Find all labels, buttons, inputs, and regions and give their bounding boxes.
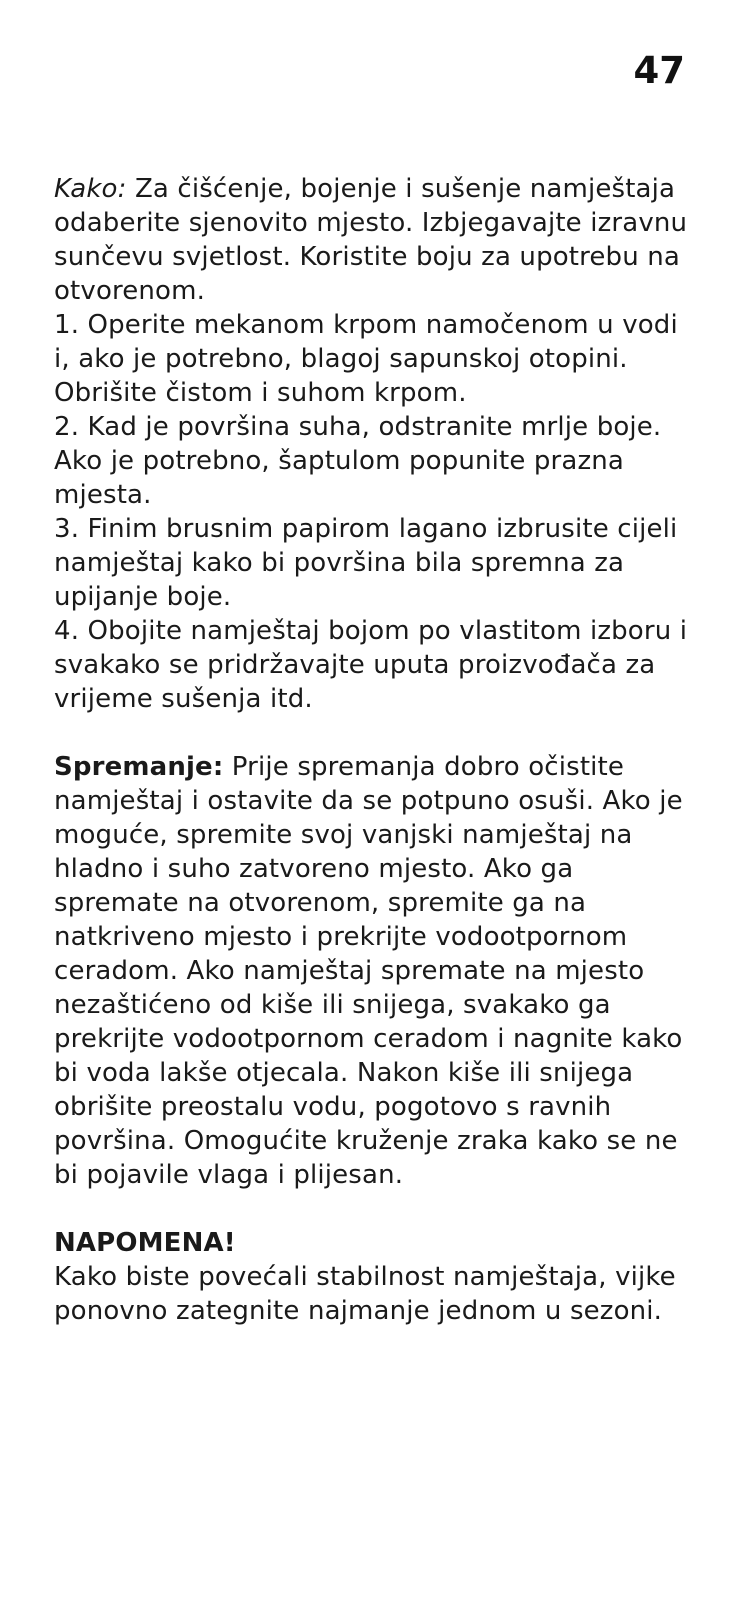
spremanje-text: Prije spremanja dobro očistite namještaj i ostavite da se potpuno osuši. Ako je moguće, spremite svoj vanjski namještaj na hladno i suho zatvoreno mjesto. Ako ga spremate na otvorenom, spremite ga na natkriveno mjesto i prekrijte vodootpornom ceradom. Ako namještaj spremate na mjesto nezaštićeno od kiše ili snijega, svakako ga prekrijte vodootpornom ceradom i nagnite kako bi voda lakše otjecala. Nakon kiše ili snijega obrišite preostalu vodu, pogotovo s ravnih površina. Omogućite kruženje zraka kako se ne bi pojavile vlaga i plijesan. (54, 752, 683, 1190)
section-spacer (54, 716, 699, 750)
kako-step-2: 2. Kad je površina suha, odstranite mrlje boje. Ako je potrebno, šaptulom popunite prazna mjesta. (54, 412, 662, 510)
kako-intro-text: Za čišćenje, bojenje i sušenje namještaja odaberite sjenovito mjesto. Izbjegavajte izravnu sunčevu svjetlost. Koristite boju za upotrebu na otvorenom. (54, 174, 688, 306)
kako-section (54, 172, 699, 716)
kako-step-3: 3. Finim brusnim papirom lagano izbrusite cijeli namještaj kako bi površina bila spremna za upijanje boje. (54, 514, 678, 612)
document-body (54, 172, 699, 1328)
spremanje-paragraph (54, 750, 699, 1192)
kako-step-4: 4. Obojite namještaj bojom po vlastitom izboru i svakako se pridržavajte uputa proizvođača za vrijeme sušenja itd. (54, 616, 688, 714)
kako-step-1: 1. Operite mekanom krpom namočenom u vodi i, ako je potrebno, blagoj sapunskoj otopini. Obrišite čistom i suhom krpom. (54, 310, 678, 408)
spremanje-label: Spremanje: (54, 752, 224, 782)
page-number: 47 (633, 49, 685, 92)
section-spacer (54, 1192, 699, 1226)
napomena-section (54, 1226, 699, 1328)
napomena-text: Kako biste povećali stabilnost namještaja, vijke ponovno zategnite najmanje jednom u sezoni. (54, 1262, 676, 1326)
kako-label: Kako: (54, 174, 127, 204)
kako-intro-paragraph (54, 172, 699, 308)
napomena-heading: NAPOMENA! (54, 1228, 236, 1258)
spremanje-section (54, 750, 699, 1192)
